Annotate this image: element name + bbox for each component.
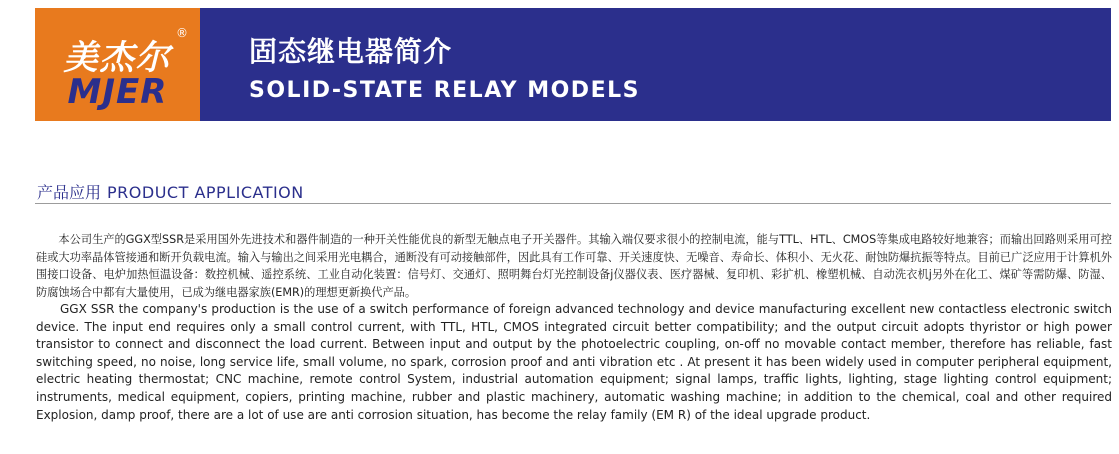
logo-chinese-name: 美杰尔 bbox=[63, 38, 172, 78]
logo-english-name: MJER bbox=[67, 72, 168, 112]
brand-logo bbox=[35, 8, 200, 121]
section-heading bbox=[37, 180, 304, 203]
section-title-cn: 产品应用 bbox=[37, 183, 102, 202]
section-title-en: PRODUCT APPLICATION bbox=[107, 183, 304, 202]
registered-mark: ® bbox=[176, 26, 188, 40]
paragraph-chinese: 本公司生产的GGX型SSR是采用国外先进技术和器件制造的一种开关性能优良的新型无触点电子开关器件。其输入端仅要求很小的控制电流，能与TTL、HTL、CMOS等集成电路较好地兼容；而输出回路则采用可控硅或大功率晶体管接通和断开负载电流。输入与输出之间采用光电耦合，通断没有可动接触部件，因此具有工作可靠、开关速度快、无噪音、寿命长、体积小、无火花、耐蚀防爆抗振等特点。目前已广泛应用于计算机外围接口设备、电炉加热恒温设备：数控机械、遥控系统、工业自动化装置：信号灯、交通灯、照明舞台灯光控制设备j仪器仪表、医疗器械、复印机、彩扩机、橡塑机械、自动洗衣机j另外在化工、煤矿等需防爆、防湿、防腐蚀场合中都有大量使用，已成为继电器家族(EMR)的理想更新换代产品。 bbox=[36, 233, 1112, 299]
page-title-cn: 固态继电器简介 bbox=[249, 35, 453, 68]
paragraph-english: GGX SSR the company's production is the use of a switch performance of foreign advanced technology and device manufacturing excellent new contactless electronic switch device. The input end requires only a small control current, with TTL, HTL, CMOS integrated circuit better compatibility; and the output circuit adopts thyristor or high power transistor to connect and disconnect the load current. Between input and output by the photoelectric coupling, on-off no movable contact member, therefore has reliable, fast switching speed, no noise, long service life, small volume, no spark, corrosion proof and anti vibration etc . At present it has been widely used in computer peripheral equipment, electric heating thermostat; CNC machine, remote control System, industrial automation equipment; signal lamps, traffic lights, lighting, stage lighting control equipment; instruments, medical equipment, copiers, printing machine, rubber and plastic machinery, automatic washing machine; in addition to the chemical, coal and other required Explosion, damp proof, there are a lot of use are anti corrosion situation, has become the relay family (EM R) of the ideal upgrade product. bbox=[36, 302, 1112, 422]
page-title-en: SOLID-STATE RELAY MODELS bbox=[249, 78, 640, 103]
section-divider bbox=[35, 203, 1111, 204]
